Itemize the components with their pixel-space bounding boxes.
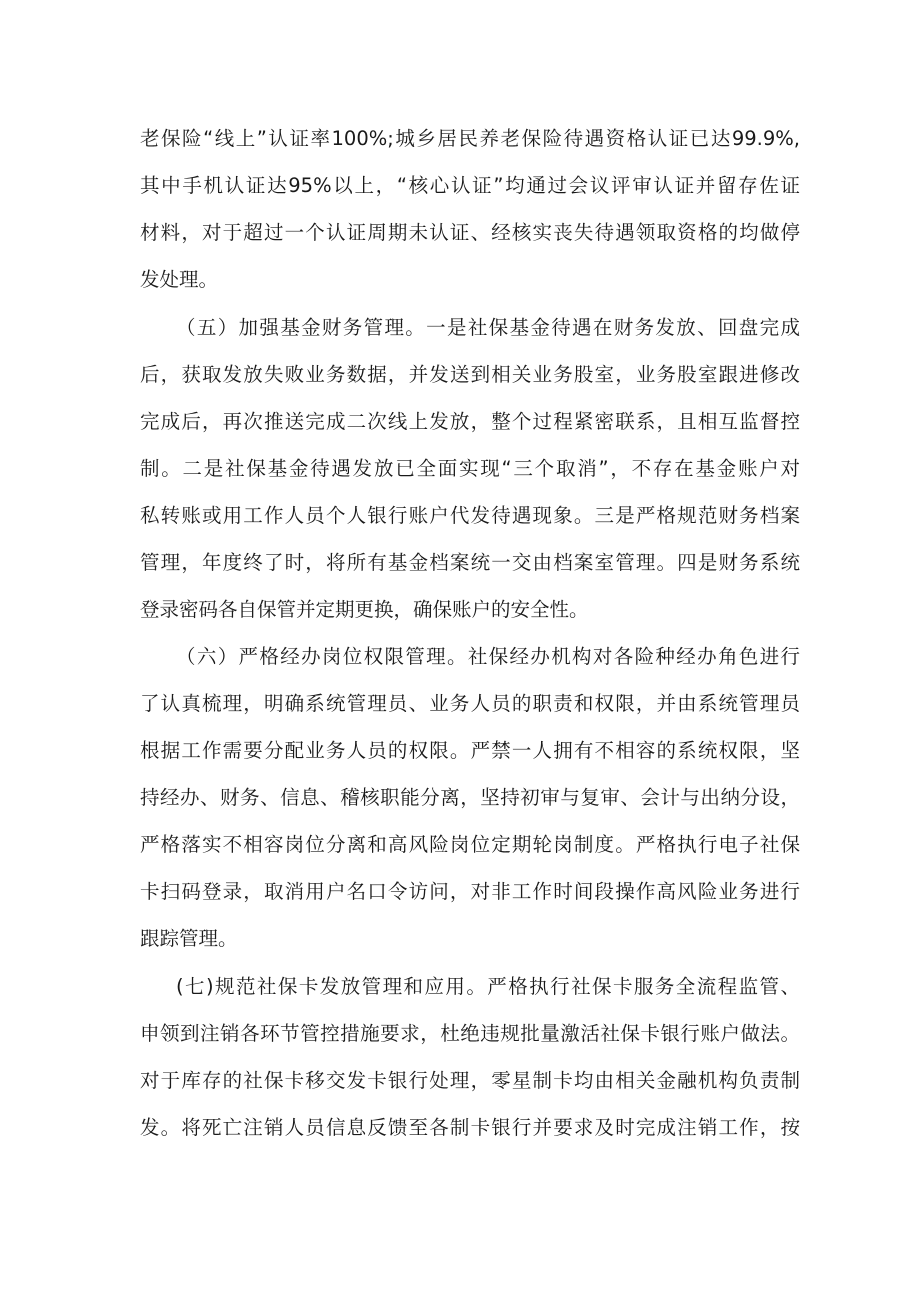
body-line: 严格落实不相容岗位分离和高风险岗位定期轮岗制度。严格执行电子社保 [140,833,800,856]
body-line: 登录密码各自保管并定期更换，确保账户的安全性。 [140,598,589,621]
body-line: 卡扫码登录，取消用户名口令访问，对非工作时间段操作高风险业务进行 [140,880,800,903]
body-line: 完成后，再次推送完成二次线上发放，整个过程紧密联系，且相互监督控 [140,410,800,433]
body-line: 管理，年度终了时，将所有基金档案统一交由档案室管理。四是财务系统 [140,551,800,574]
body-line: 其中手机认证达95%以上，“核心认证”均通过会议评审认证并留存佐证 [140,174,800,197]
paragraph-heading-6: （六）严格经办岗位权限管理。社保经办机构对各险种经办角色进行 [176,645,800,668]
body-line: 根据工作需要分配业务人员的权限。严禁一人拥有不相容的系统权限，坚 [140,739,800,762]
body-line: 私转账或用工作人员个人银行账户代发待遇现象。三是严格规范财务档案 [140,504,800,527]
body-line: 申领到注销各环节管控措施要求，杜绝违规批量激活社保卡银行账户做法。 [140,1022,800,1045]
body-line: 了认真梳理，明确系统管理员、业务人员的职责和权限，并由系统管理员 [140,692,800,715]
body-line: 制。二是社保基金待遇发放已全面实现“三个取消”，不存在基金账户对 [140,457,800,480]
body-line: 材料，对于超过一个认证周期未认证、经核实丧失待遇领取资格的均做停 [140,221,800,244]
body-line: 老保险“线上”认证率100%;城乡居民养老保险待遇资格认证已达99.9%, [140,127,800,150]
body-line: 跟踪管理。 [140,927,238,950]
paragraph-heading-7: (七)规范社保卡发放管理和应用。严格执行社保卡服务全流程监管、 [176,975,800,998]
body-line: 发。将死亡注销人员信息反馈至各制卡银行并要求及时完成注销工作，按 [140,1116,800,1139]
body-line: 后，获取发放失败业务数据，并发送到相关业务股室，业务股室跟进修改 [140,363,800,386]
body-line: 发处理。 [140,268,219,291]
body-line: 对于库存的社保卡移交发卡银行处理，零星制卡均由相关金融机构负责制 [140,1069,800,1092]
body-line: 持经办、财务、信息、稽核职能分离，坚持初审与复审、会计与出纳分设， [140,786,800,809]
paragraph-heading-5: （五）加强基金财务管理。一是社保基金待遇在财务发放、回盘完成 [176,316,800,339]
